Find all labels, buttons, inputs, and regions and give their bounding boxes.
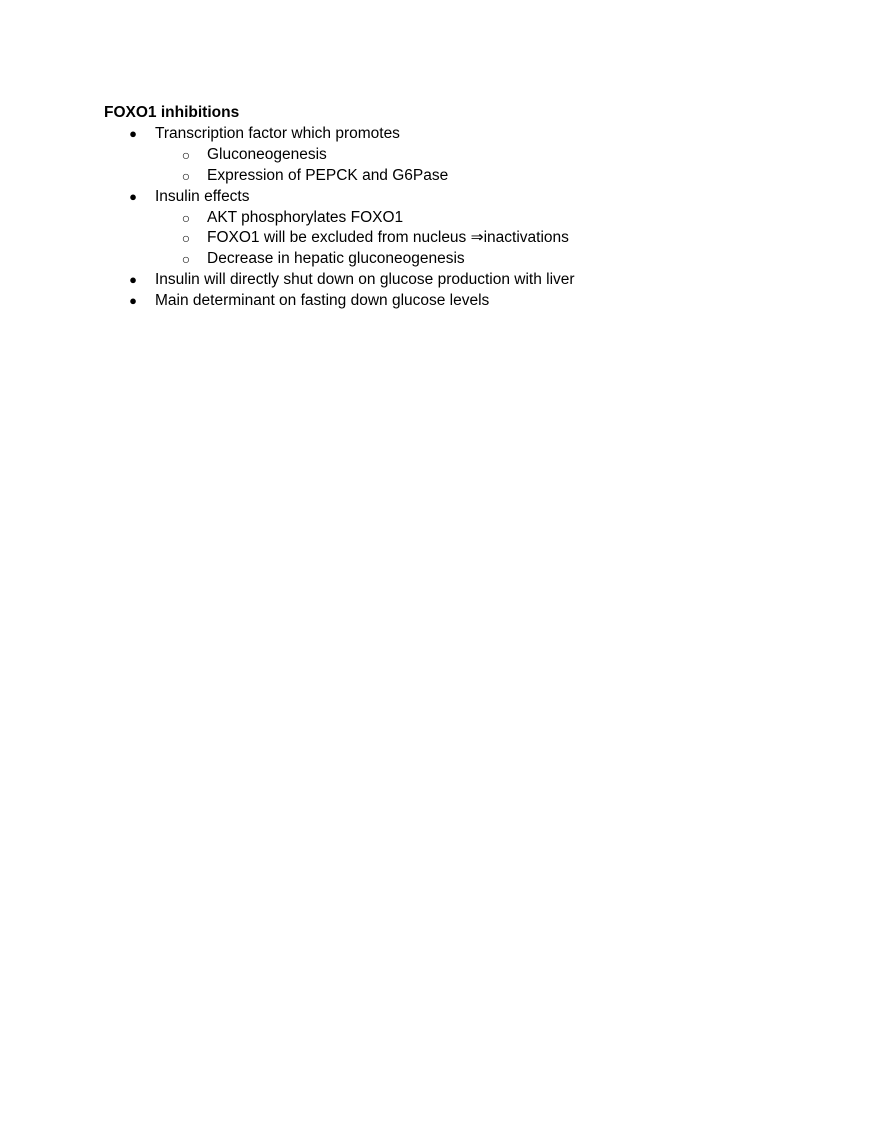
sub-list-item [0,228,880,249]
list-item [0,124,880,145]
sub-list-item-text: Gluconeogenesis [207,145,327,163]
sub-list-item-text: Decrease in hepatic gluconeogenesis [207,250,465,268]
list-item-text: Insulin effects [155,187,250,205]
sub-list-item [0,208,880,229]
sub-list-item-text: AKT phosphorylates FOXO1 [207,208,404,226]
hollow-bullet-icon: ○ [181,230,191,247]
sub-list-item-text: FOXO1 will be excluded from nucleus ⇒inactivations [207,229,569,247]
sub-list-item [0,145,880,166]
sub-list-item-text: Expression of PEPCK and G6Pase [207,166,449,184]
hollow-bullet-icon: ○ [181,209,191,226]
list-item [0,270,880,291]
hollow-bullet-icon: ○ [181,251,191,268]
list-item-text: Insulin will directly shut down on glucose production with liver [155,271,575,289]
sub-list-item [0,166,880,187]
filled-bullet-icon: ● [129,126,137,141]
list-item-text: Transcription factor which promotes [155,125,400,142]
list-item [0,291,880,312]
list-item [0,187,880,208]
bullet-list [0,124,880,312]
hollow-bullet-icon: ○ [181,146,191,163]
sub-list-item [0,249,880,270]
filled-bullet-icon: ● [129,293,137,309]
document-heading: FOXO1 inhibitions [104,104,240,121]
list-item-text: Main determinant on fasting down glucose levels [155,292,490,310]
filled-bullet-icon: ● [129,272,137,288]
filled-bullet-icon: ● [129,188,137,204]
hollow-bullet-icon: ○ [181,167,191,184]
